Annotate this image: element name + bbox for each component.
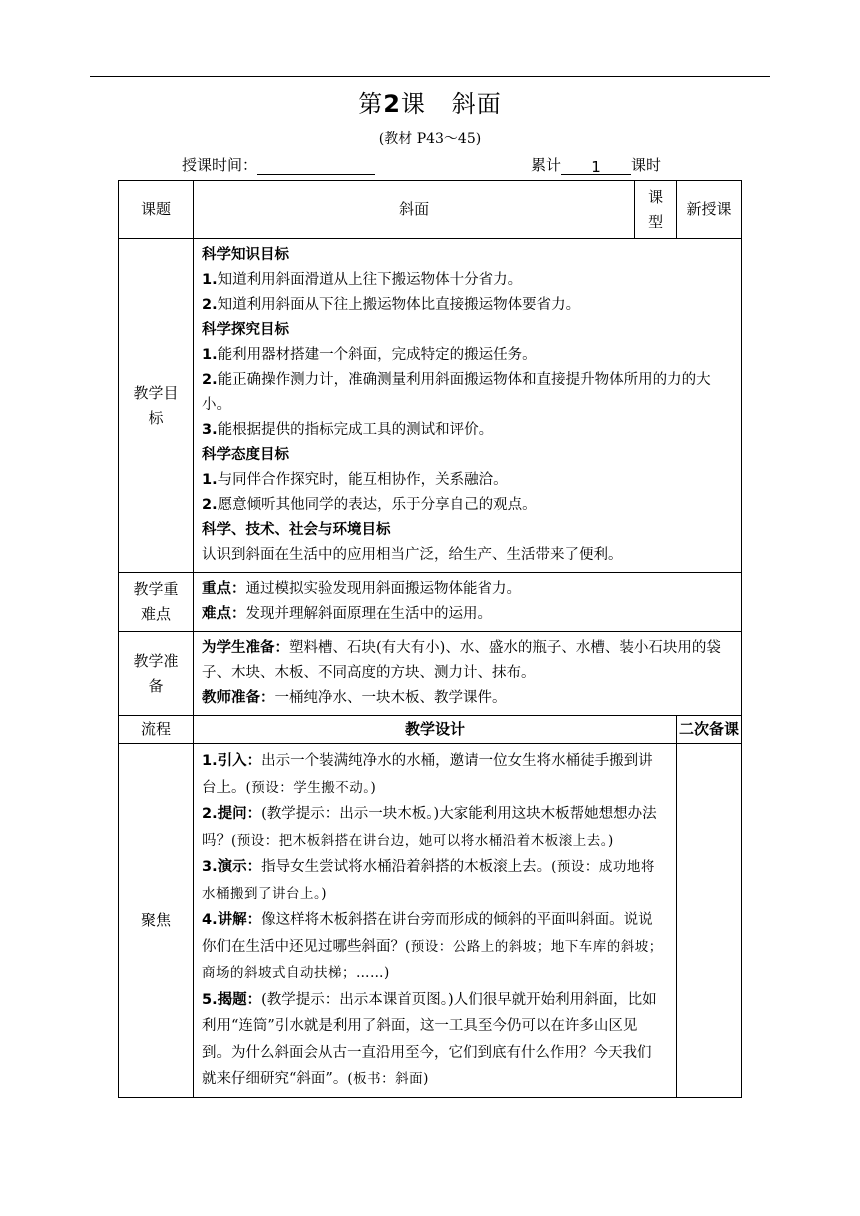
table-header-row [119, 716, 742, 744]
table-row [119, 632, 742, 716]
design-header: 教学设计 [194, 716, 677, 744]
objective-item: 1.与同伴合作探究时，能互相协作，关系融洽。 [202, 472, 508, 488]
objectives-content [194, 239, 742, 573]
objective-heading: 科学、技术、社会与环境目标 [202, 522, 391, 538]
objective-item: 2.知道利用斜面从下往上搬运物体比直接搬运物体要省力。 [202, 297, 581, 313]
keypoints-label: 教学重难点 [119, 573, 194, 632]
time-blank[interactable] [257, 158, 375, 175]
stage-label: 聚焦 [119, 744, 194, 1098]
objective-heading: 科学态度目标 [202, 447, 290, 463]
type-label: 课型 [635, 181, 677, 239]
table-row [119, 573, 742, 632]
title-suffix: 课 [400, 90, 426, 118]
header-rule [90, 76, 770, 77]
flow-header: 流程 [119, 716, 194, 744]
total-field [531, 154, 661, 175]
total-value: 1 [561, 158, 631, 175]
second-prep-cell[interactable] [676, 744, 741, 1098]
time-label: 授课时间： [182, 156, 258, 174]
prep-content: 为学生准备：塑料槽、石块(有大有小)、水、盛水的瓶子、水槽、装小石块用的袋子、木块、木板、不同高度的方块、测力计、抹布。 教师准备：一桶纯净水、一块木板、教学课件。 [194, 632, 742, 716]
step-item: 4.讲解：像这样将木板斜搭在讲台旁而形成的倾斜的平面叫斜面。说说你们在生活中还见过哪些斜面？(预设：公路上的斜坡；地下车库的斜坡；商场的斜坡式自动扶梯；……) [202, 912, 663, 981]
objective-heading: 科学知识目标 [202, 247, 290, 263]
objective-heading: 科学探究目标 [202, 322, 290, 338]
type-value: 新授课 [676, 181, 741, 239]
objective-item: 1.知道利用斜面滑道从上往下搬运物体十分省力。 [202, 272, 523, 288]
step-item: 1.引入：出示一个装满纯净水的水桶，邀请一位女生将水桶徒手搬到讲台上。(预设：学生搬不动。) [202, 753, 653, 796]
lesson-plan-table [118, 180, 742, 1098]
textbook-pages: (教材 P43～45) [378, 131, 482, 147]
step-item: 2.提问：(教学提示：出示一块木板。)大家能利用这块木板帮她想想办法吗？(预设：把木板斜搭在讲台边，她可以将水桶沿着木板滚上去。) [202, 806, 657, 849]
title-prefix: 第 [358, 90, 384, 118]
table-row [119, 239, 742, 573]
objective-item: 1.能利用器材搭建一个斜面，完成特定的搬运任务。 [202, 347, 537, 363]
topic-value: 斜面 [194, 181, 635, 239]
objective-item: 认识到斜面在生活中的应用相当广泛，给生产、生活带来了便利。 [202, 547, 623, 563]
time-field [182, 154, 375, 175]
step-item: 3.演示：指导女生尝试将水桶沿着斜搭的木板滚上去。(预设：成功地将水桶搬到了讲台上。) [202, 859, 655, 902]
topic-label: 课题 [119, 181, 194, 239]
lesson-number: 2 [383, 90, 401, 118]
table-row [119, 744, 742, 1098]
total-label: 累计 [531, 156, 562, 174]
stage-content [194, 744, 677, 1098]
objective-item: 3.能根据提供的指标完成工具的测试和评价。 [202, 422, 494, 438]
page-title [0, 84, 860, 119]
second-prep-header: 二次备课 [676, 716, 741, 744]
unit-label: 课时 [631, 156, 662, 174]
objective-item: 2.能正确操作测力计，准确测量利用斜面搬运物体和直接提升物体所用的力的大小。 [202, 372, 711, 413]
lesson-name: 斜面 [451, 90, 502, 118]
table-row [119, 181, 742, 239]
objectives-label: 教学目标 [119, 239, 194, 573]
objective-item: 2.愿意倾听其他同学的表达，乐于分享自己的观点。 [202, 497, 537, 513]
step-item: 5.揭题：(教学提示：出示本课首页图。)人们很早就开始利用斜面，比如利用“连筒”引水就是利用了斜面，这一工具至今仍可以在许多山区见到。为什么斜面会从古一直沿用至今，它们到底有什么作用？今天我们就来仔细研究“斜面”。(板书：斜面) [202, 991, 657, 1087]
keypoints-content: 重点：通过模拟实验发现用斜面搬运物体能省力。 难点：发现并理解斜面原理在生活中的运用。 [194, 573, 742, 632]
prep-label: 教学准备 [119, 632, 194, 716]
